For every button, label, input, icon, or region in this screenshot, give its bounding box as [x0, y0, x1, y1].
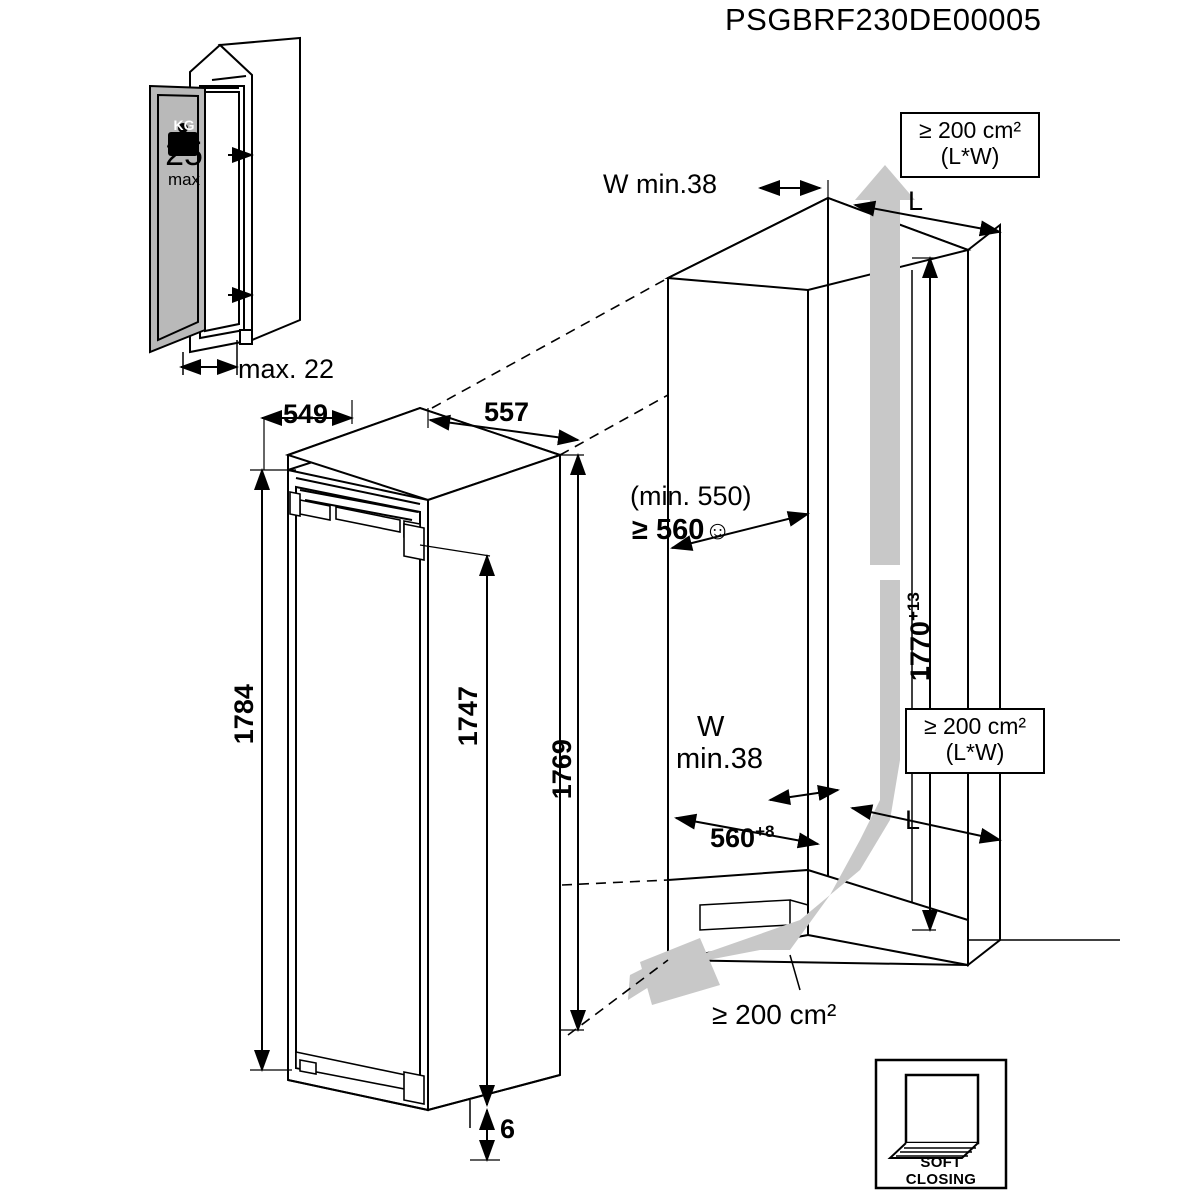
drawing-code: PSGBRF230DE00005	[725, 2, 1042, 37]
l-bottom-label: L	[905, 805, 921, 835]
vent-mid-box	[905, 708, 1045, 774]
appliance-body-drawing	[288, 408, 560, 1128]
dim-6	[470, 1110, 500, 1160]
soft-closing-label-line1: SOFT	[920, 1154, 962, 1171]
niche-min-550-label: (min. 550)	[630, 481, 752, 511]
dim-1770-value: 1770	[904, 621, 935, 682]
dim-557-label: 557	[484, 397, 530, 427]
weight-value: 25	[165, 134, 203, 173]
vent-top-line2: (L*W)	[940, 142, 1000, 169]
dim-6-label: 6	[500, 1114, 516, 1144]
dim-560-value: 560	[710, 823, 756, 853]
dim-1784-label: 1784	[228, 684, 259, 745]
soft-closing-label-line2: CLOSING	[905, 1171, 977, 1188]
l-top-label: L	[908, 186, 924, 216]
dim-1747-label: 1747	[452, 686, 483, 747]
vent-mid-line1: ≥ 200 cm²	[923, 713, 1027, 739]
dim-1770-label	[905, 592, 934, 681]
niche-depth-value: ≥ 560	[632, 514, 705, 546]
vent-mid-line2: (L*W)	[945, 738, 1005, 765]
weight-max-text: max	[167, 169, 201, 189]
dim-1769-label: 1769	[546, 739, 577, 800]
dim-560-label	[710, 823, 774, 852]
smiley-icon: ☺	[704, 515, 731, 545]
w-min-38-top-label: W min.38	[603, 169, 718, 199]
weight-limit-label	[153, 118, 215, 188]
w-min-38-bottom-line2: min.38	[676, 743, 764, 775]
weight-kg-text: KG	[173, 117, 195, 133]
dim-560-tolerance: +8	[755, 822, 775, 841]
packed-appliance-illustration	[150, 38, 300, 375]
w-min-38-bottom-line1: W	[697, 711, 725, 743]
vent-top-line1: ≥ 200 cm²	[918, 117, 1022, 143]
niche-depth-label	[632, 515, 731, 545]
vent-top-box	[900, 112, 1040, 178]
dim-549-label: 549	[283, 399, 329, 429]
dim-max-22-label: max. 22	[238, 354, 335, 384]
dim-1770-tolerance: +13	[903, 592, 923, 622]
vent-bottom-label: ≥ 200 cm²	[712, 999, 837, 1030]
